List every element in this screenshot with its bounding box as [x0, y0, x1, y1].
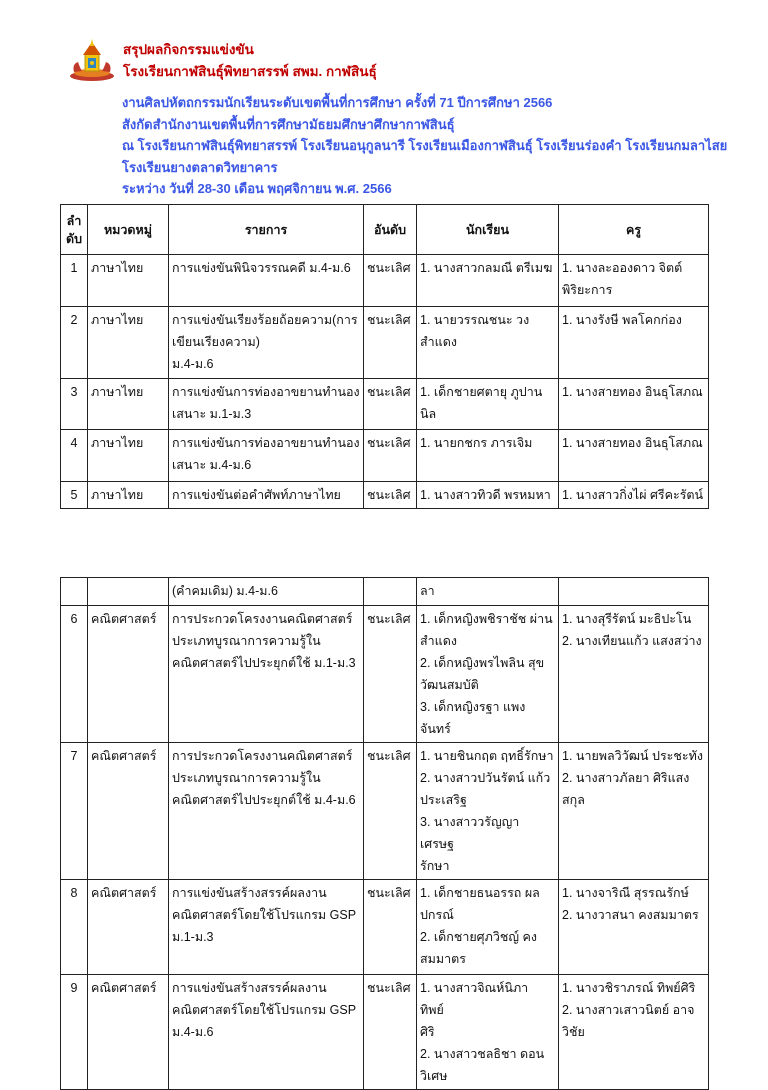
cell-students-line: ประเสริฐ — [420, 793, 467, 807]
cell-no: 1 — [61, 255, 88, 307]
cell-item-line: การประกวดโครงงานคณิตศาสตร์ — [172, 749, 353, 763]
cell-category: ภาษาไทย — [88, 379, 169, 430]
table-row — [61, 975, 709, 1090]
cell-teachers-line: 1. นางสายทอง อินธุโสภณ — [562, 436, 703, 450]
cell-teachers-line: สกุล — [562, 793, 585, 807]
cell-teachers-line: 1. นายพลวิวัฒน์ ประชะทัง — [562, 749, 703, 763]
info-line: สังกัดสำนักงานเขตพื้นที่การศึกษามัธยมศึกษาศึกษากาฬสินธุ์ — [122, 116, 455, 132]
event-info — [122, 92, 728, 200]
cell-students-line: 2. เด็กหญิงพรไพลิน สุข — [420, 656, 545, 670]
cell-category: คณิตศาสตร์ — [88, 606, 169, 743]
cell-students — [417, 743, 559, 880]
table-row — [61, 430, 709, 482]
cell-students-line: 1. เด็กชายศตายุ ภูปานนิล — [420, 385, 543, 421]
cell-teachers — [559, 880, 709, 975]
cell-item — [169, 606, 364, 743]
cell-teachers-line: 2. นางสาวภัลยา ศิริแสง — [562, 771, 690, 785]
cell-students-line: 1. เด็กหญิงพชิราชัช ผ่าน — [420, 612, 553, 626]
cell-teachers — [559, 606, 709, 743]
cell-item-line: การแข่งขันการท่องอาขยานทำนอง — [172, 436, 360, 450]
cell-category: ภาษาไทย — [88, 307, 169, 379]
cell-item-line: การแข่งขันการท่องอาขยานทำนอง — [172, 385, 360, 399]
cell-no: 6 — [61, 606, 88, 743]
cell-item — [169, 880, 364, 975]
cell-students-line: 1. นายชินกฤต ฤทธิ์รักษา — [420, 749, 554, 763]
table-row — [61, 379, 709, 430]
cell-rank: ชนะเลิศ — [364, 743, 417, 880]
cell-category — [88, 578, 169, 606]
cell-item-line: คณิตศาสตร์โดยใช้โปรแกรม GSP — [172, 1003, 357, 1017]
cell-teachers — [559, 307, 709, 379]
cell-item-line: การแข่งขันเรียงร้อยถ้อยความ(การ — [172, 313, 358, 327]
cell-rank: ชนะเลิศ — [364, 379, 417, 430]
table-row-continuation — [61, 578, 709, 606]
cell-teachers-line: 1. นางวชิราภรณ์ ทิพย์ศิริ — [562, 981, 696, 995]
table-row — [61, 743, 709, 880]
cell-item — [169, 379, 364, 430]
cell-students-line: 1. นางสาวจิณห์นิภา ทิพย์ — [420, 981, 529, 1017]
cell-students-line: 1. เด็กชายธนอรรถ ผล — [420, 886, 540, 900]
cell-students-line: วัฒนสมบัติ — [420, 678, 479, 692]
cell-item-line: ม.1-ม.3 — [172, 930, 214, 944]
cell-students: ลา — [417, 578, 559, 606]
cell-students — [417, 606, 559, 743]
cell-no: 2 — [61, 307, 88, 379]
results-table-page1 — [60, 204, 709, 509]
title-line-2: โรงเรียนกาฬสินธุ์พิทยาสรรพ์ สพม. กาฬสินธุ์ — [123, 64, 377, 79]
cell-rank — [364, 578, 417, 606]
cell-students — [417, 379, 559, 430]
cell-item-line: เสนาะ ม.4-ม.6 — [172, 458, 252, 472]
cell-item-line: การประกวดโครงงานคณิตศาสตร์ — [172, 612, 353, 626]
cell-item: (คำคมเดิม) ม.4-ม.6 — [169, 578, 364, 606]
cell-teachers — [559, 578, 709, 606]
cell-students-line: สมมาตร — [420, 952, 466, 966]
cell-no: 4 — [61, 430, 88, 482]
cell-teachers-line: 2. นางเทียนแก้ว แสงสว่าง — [562, 634, 702, 648]
cell-item-line: การแข่งขันต่อคำศัพท์ภาษาไทย — [172, 488, 341, 502]
cell-item-line: ประเภทบูรณาการความรู้ใน — [172, 634, 321, 648]
cell-category: ภาษาไทย — [88, 255, 169, 307]
cell-students-line: 1. นางสาวกลมณี ตรีเมฆ — [420, 261, 553, 275]
table-row — [61, 880, 709, 975]
cell-item — [169, 307, 364, 379]
results-table-page2 — [60, 577, 709, 1090]
cell-item-line: เสนาะ ม.1-ม.3 — [172, 407, 252, 421]
cell-students-line: สำแดง — [420, 634, 457, 648]
cell-category: คณิตศาสตร์ — [88, 975, 169, 1090]
header-rank: อันดับ — [364, 205, 417, 255]
cell-teachers-line: พิริยะการ — [562, 283, 613, 297]
cell-rank: ชนะเลิศ — [364, 880, 417, 975]
table-header-row — [61, 205, 709, 255]
cell-students — [417, 255, 559, 307]
cell-students-line: 2. นางสาวชลธิชา ดอน — [420, 1047, 545, 1061]
header-item: รายการ — [169, 205, 364, 255]
cell-item-line: ม.4-ม.6 — [172, 357, 214, 371]
cell-teachers-line: 1. นางจาริณี สุรรณรักษ์ — [562, 886, 689, 900]
cell-item — [169, 482, 364, 509]
cell-rank: ชนะเลิศ — [364, 307, 417, 379]
cell-category: คณิตศาสตร์ — [88, 743, 169, 880]
cell-item — [169, 743, 364, 880]
cell-item-line: ม.4-ม.6 — [172, 1025, 214, 1039]
header-teachers: ครู — [559, 205, 709, 255]
cell-item — [169, 255, 364, 307]
table-row — [61, 606, 709, 743]
cell-students-line: วิเศษ — [420, 1069, 448, 1083]
cell-teachers — [559, 482, 709, 509]
title-line-1: สรุปผลกิจกรรมแข่งขัน — [123, 42, 254, 57]
cell-teachers-line: วิชัย — [562, 1025, 585, 1039]
cell-item-line: คณิตศาสตร์ไปประยุกต์ใช้ ม.1-ม.3 — [172, 656, 356, 670]
cell-students-line: 2. เด็กชายศุภวิชญ์ คง — [420, 930, 537, 944]
info-line: โรงเรียนยางตลาดวิทยาคาร — [122, 159, 278, 175]
cell-students — [417, 430, 559, 482]
cell-category: ภาษาไทย — [88, 482, 169, 509]
header-students: นักเรียน — [417, 205, 559, 255]
cell-students-line: รักษา — [420, 859, 450, 873]
cell-no — [61, 578, 88, 606]
cell-students — [417, 880, 559, 975]
cell-category: ภาษาไทย — [88, 430, 169, 482]
cell-students-line: ศิริ — [420, 1025, 435, 1039]
info-line: ระหว่าง วันที่ 28-30 เดือน พฤศจิกายน พ.ศ. 2566 — [122, 181, 392, 196]
cell-no: 3 — [61, 379, 88, 430]
cell-teachers — [559, 743, 709, 880]
cell-rank: ชนะเลิศ — [364, 255, 417, 307]
cell-teachers-line: 1. นางละอองดาว จิตต์ — [562, 261, 683, 275]
cell-teachers-line: 1. นางสายทอง อินธุโสภณ — [562, 385, 703, 399]
cell-rank: ชนะเลิศ — [364, 606, 417, 743]
school-emblem-icon — [68, 38, 116, 82]
cell-teachers — [559, 975, 709, 1090]
cell-students — [417, 482, 559, 509]
cell-item-line: การแข่งขันสร้างสรรค์ผลงาน — [172, 981, 327, 995]
cell-rank: ชนะเลิศ — [364, 482, 417, 509]
cell-teachers — [559, 379, 709, 430]
cell-teachers-line: 2. นางวาสนา คงสมมาตร — [562, 908, 699, 922]
cell-item — [169, 975, 364, 1090]
cell-item-line: ประเภทบูรณาการความรู้ใน — [172, 771, 321, 785]
cell-students-line: 3. นางสาววรัญญา เศรษฐ — [420, 815, 520, 851]
cell-no: 8 — [61, 880, 88, 975]
cell-teachers-line: 2. นางสาวเสาวนิตย์ อาจ — [562, 1003, 695, 1017]
cell-item-line: การแข่งขันสร้างสรรค์ผลงาน — [172, 886, 327, 900]
header-no: ลำ ดับ — [61, 205, 88, 255]
cell-students-line: 1. นายกชกร ภารเจิม — [420, 436, 533, 450]
cell-teachers — [559, 255, 709, 307]
cell-no: 5 — [61, 482, 88, 509]
cell-item-line: การแข่งขันพินิจวรรณคดี ม.4-ม.6 — [172, 261, 351, 275]
cell-no: 9 — [61, 975, 88, 1090]
cell-category: คณิตศาสตร์ — [88, 880, 169, 975]
cell-students-line: สำแดง — [420, 335, 457, 349]
header-category: หมวดหมู่ — [88, 205, 169, 255]
info-line: ณ โรงเรียนกาฬสินธุ์พิทยาสรรพ์ โรงเรียนอนุกูลนารี โรงเรียนเมืองกาฬสินธุ์ โรงเรียนร่องคำ โรงเรียนกมลาไสย — [122, 138, 728, 153]
cell-teachers-line: 1. นางสาวกิ่งไผ่ ศรีคะรัตน์ — [562, 488, 704, 502]
cell-item-line: คณิตศาสตร์โดยใช้โปรแกรม GSP — [172, 908, 357, 922]
document-header — [68, 36, 708, 86]
cell-students-line: 3. เด็กหญิงรฐา แพงจันทร์ — [420, 700, 526, 736]
cell-students-line: ปกรณ์ — [420, 908, 454, 922]
cell-item — [169, 430, 364, 482]
table-row — [61, 307, 709, 379]
cell-students — [417, 307, 559, 379]
cell-no: 7 — [61, 743, 88, 880]
cell-students-line: 1. นายวรรณชนะ วง — [420, 313, 530, 327]
cell-students-line: 2. นางสาวปวันรัตน์ แก้ว — [420, 771, 551, 785]
cell-teachers-line: 1. นางสุรีรัตน์ มะธิปะโน — [562, 612, 692, 626]
table-row — [61, 255, 709, 307]
cell-item-line: คณิตศาสตร์ไปประยุกต์ใช้ ม.4-ม.6 — [172, 793, 356, 807]
cell-teachers — [559, 430, 709, 482]
cell-students-line: 1. นางสาวทิวดี พรหมหา — [420, 488, 551, 502]
info-line: งานศิลปหัตถกรรมนักเรียนระดับเขตพื้นที่การศึกษา ครั้งที่ 71 ปีการศึกษา 2566 — [122, 95, 553, 110]
cell-rank: ชนะเลิศ — [364, 975, 417, 1090]
cell-students — [417, 975, 559, 1090]
cell-item-line: เขียนเรียงความ) — [172, 335, 260, 349]
table-row — [61, 482, 709, 509]
cell-rank: ชนะเลิศ — [364, 430, 417, 482]
cell-teachers-line: 1. นางรังษี พลโคกก่อง — [562, 313, 682, 327]
